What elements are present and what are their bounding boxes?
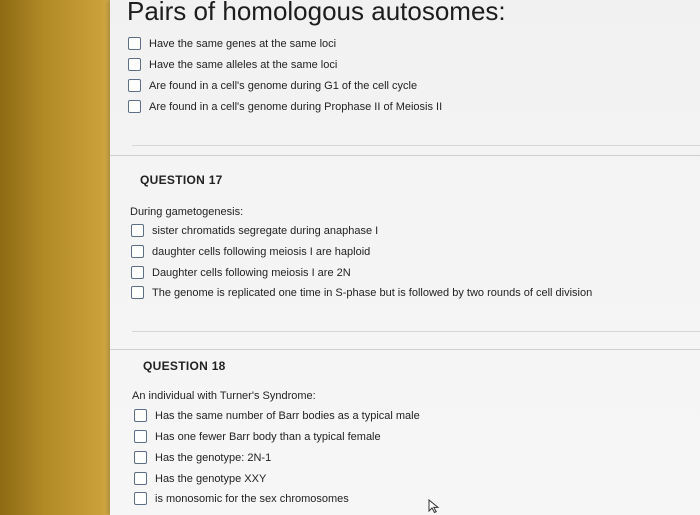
- checkbox[interactable]: [128, 100, 141, 113]
- q18-option-2[interactable]: [134, 430, 381, 443]
- checkbox[interactable]: [131, 224, 144, 237]
- q16-option-3[interactable]: [128, 79, 417, 92]
- question-17-heading: QUESTION 17: [140, 173, 223, 187]
- checkbox[interactable]: [134, 409, 147, 422]
- option-label: Has the genotype: 2N-1: [155, 451, 272, 464]
- q17-option-1[interactable]: [131, 224, 378, 237]
- checkbox[interactable]: [131, 266, 144, 279]
- q18-option-5[interactable]: [134, 492, 349, 505]
- q17-option-2[interactable]: [131, 245, 370, 258]
- checkbox[interactable]: [128, 58, 141, 71]
- separator: [110, 155, 700, 156]
- checkbox[interactable]: [134, 430, 147, 443]
- checkbox[interactable]: [131, 245, 144, 258]
- option-label: The genome is replicated one time in S-phase but is followed by two rounds of cell division: [152, 286, 593, 299]
- q17-option-4[interactable]: [131, 286, 592, 299]
- q16-option-4[interactable]: [128, 100, 442, 113]
- q18-option-4[interactable]: [134, 472, 266, 485]
- checkbox[interactable]: [134, 472, 147, 485]
- separator: [110, 349, 700, 350]
- option-label: Are found in a cell's genome during G1 of the cell cycle: [149, 79, 418, 92]
- option-label: is monosomic for the sex chromosomes: [155, 492, 349, 505]
- option-label: Has the same number of Barr bodies as a typical male: [155, 409, 420, 422]
- option-label: Has one fewer Barr body than a typical female: [155, 430, 381, 443]
- option-label: Have the same genes at the same loci: [149, 37, 337, 50]
- q18-option-1[interactable]: [134, 409, 420, 422]
- option-label: Has the genotype XXY: [155, 472, 267, 485]
- quiz-page: [110, 0, 700, 515]
- question-17-prompt: During gametogenesis:: [130, 206, 244, 218]
- q16-option-2[interactable]: [128, 58, 337, 71]
- question-16-title: Pairs of homologous autosomes:: [127, 0, 506, 26]
- option-label: Are found in a cell's genome during Prophase II of Meiosis II: [149, 100, 443, 113]
- q18-option-3[interactable]: [134, 451, 271, 464]
- option-label: sister chromatids segregate during anaphase I: [152, 224, 379, 237]
- question-18-prompt: An individual with Turner's Syndrome:: [132, 390, 316, 402]
- checkbox[interactable]: [134, 492, 147, 505]
- separator: [132, 145, 700, 146]
- checkbox[interactable]: [131, 286, 144, 299]
- q16-option-1[interactable]: [128, 37, 336, 50]
- separator: [132, 331, 700, 332]
- question-18-heading: QUESTION 18: [143, 359, 226, 373]
- option-label: Have the same alleles at the same loci: [149, 58, 338, 71]
- checkbox[interactable]: [128, 37, 141, 50]
- checkbox[interactable]: [134, 451, 147, 464]
- option-label: daughter cells following meiosis I are haploid: [152, 245, 371, 258]
- q17-option-3[interactable]: [131, 266, 351, 279]
- mouse-pointer-icon: [428, 499, 440, 513]
- checkbox[interactable]: [128, 79, 141, 92]
- option-label: Daughter cells following meiosis I are 2N: [152, 266, 351, 279]
